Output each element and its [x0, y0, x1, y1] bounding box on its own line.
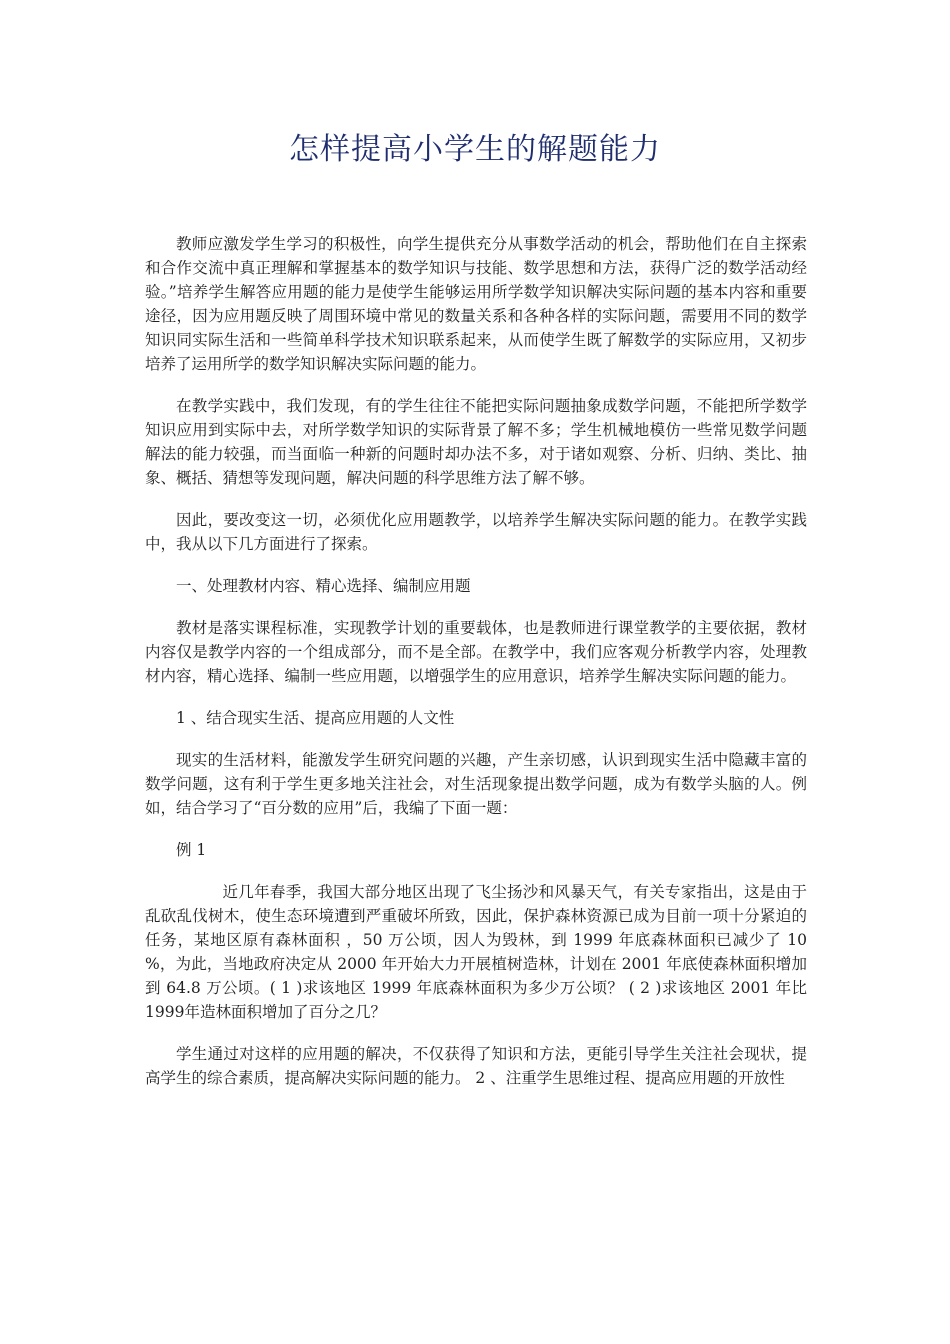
paragraph-textbook: 教材是落实课程标准，实现教学计划的重要载体，也是教师进行课堂教学的主要依据，教材内容仅是教学内容的一个组成部分，而不是全部。在教学中，我们应客观分析教学内容，处理教材内容，精心选择、编制一些应用题，以增强学生的应用意识，培养学生解决实际问题的能力。 [145, 619, 807, 685]
section-heading-1: 一、处理教材内容、精心选择、编制应用题 [176, 577, 471, 595]
section-heading-2: 1 、结合现实生活、提高应用题的人文性 [176, 709, 455, 727]
paragraph-gap [145, 862, 807, 880]
example-label: 例 1 [176, 841, 207, 859]
paragraph-intro: 教师应激发学生学习的积极性，向学生提供充分从事数学活动的机会，帮助他们在自主探索和合作交流中真正理解和掌握基本的数学知识与技能、数学思想和方法，获得广泛的数学活动经验。”培养学生解答应用题的能力是使学生能够运用所学数学知识解决实际问题的基本内容和重要途径，因为应用题反映了周围环境中常见的数量关系和各种各样的实际问题，需要用不同的数学知识同实际生活和一些简单科学技术知识联系起来，从而使学生既了解数学的实际应用，又初步培养了运用所学的数学知识解决实际问题的能力。 [145, 235, 807, 373]
paragraph-result: 学生通过对这样的应用题的解决，不仅获得了知识和方法，更能引导学生关注社会现状，提高学生的综合素质，提高解决实际问题的能力。 2 、注重学生思维过程、提高应用题的开放性 [145, 1045, 807, 1087]
paragraph-gap [145, 598, 807, 616]
paragraph-gap [145, 556, 807, 574]
paragraph-observation: 在教学实践中，我们发现，有的学生往往不能把实际问题抽象成数学问题，不能把所学数学知识应用到实际中去，对所学数学知识的实际背景了解不多；学生机械地模仿一些常见数学问题解法的能力较强，而当面临一种新的问题时却办法不多，对于诸如观察、分析、归纳、类比、抽象、概括、猜想等发现问题，解决问题的科学思维方法了解不够。 [145, 397, 807, 487]
paragraph-gap [145, 730, 807, 748]
example-text: 近几年春季，我国大部分地区出现了飞尘扬沙和风暴天气，有关专家指出，这是由于乱砍乱伐树木，使生态环境遭到严重破坏所致，因此，保护森林资源已成为目前一项十分紧迫的任务，某地区原有森林面积 ，50 万公顷，因人为毁林，到 1999 年底森林面积已减少了 10 %，为此，当地政府决定从 2000 年开始大力开展植树造林，计划在 2001 年底使森林面积增加到 64.8 万公顷。( 1 )求该地区 1999 年底森林面积为多少万公顷？ ( 2 )求该地区 2001 年比 1999年造林面积增加了百分之几？ [145, 883, 807, 1021]
paragraph-gap [145, 376, 807, 394]
paragraph-gap [145, 1024, 807, 1042]
document-title: 怎样提高小学生的解题能力 [289, 132, 661, 167]
paragraph-conclusion: 因此，要改变这一切，必须优化应用题教学，以培养学生解决实际问题的能力。在教学实践中，我从以下几方面进行了探索。 [145, 511, 807, 553]
paragraph-gap [145, 490, 807, 508]
paragraph-real-life: 现实的生活材料，能激发学生研究问题的兴趣，产生亲切感，认识到现实生活中隐藏丰富的数学问题，这有利于学生更多地关注社会，对生活现象提出数学问题，成为有数学头脑的人。例如，结合学习了“百分数的应用”后，我编了下面一题： [145, 751, 807, 817]
paragraph-gap [145, 688, 807, 706]
document-body [145, 232, 807, 1090]
paragraph-gap [145, 820, 807, 838]
